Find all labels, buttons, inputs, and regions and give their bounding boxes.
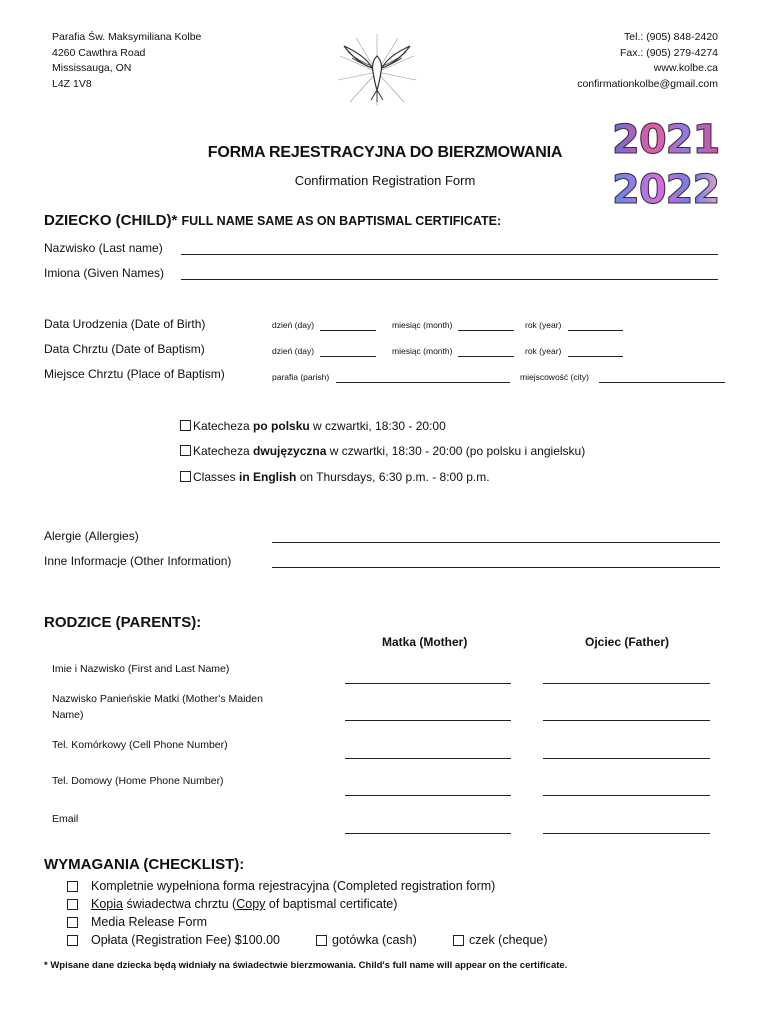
father-maiden-name-field[interactable] bbox=[543, 720, 710, 721]
dob-year-label: rok (year) bbox=[525, 320, 562, 330]
father-home-phone-field[interactable] bbox=[543, 795, 710, 796]
payment-cash-checkbox[interactable] bbox=[316, 935, 327, 946]
dob-year-field[interactable] bbox=[568, 330, 623, 331]
baptism-year-label: rok (year) bbox=[525, 346, 562, 356]
checkbox[interactable] bbox=[180, 471, 191, 482]
mother-name-field[interactable] bbox=[345, 683, 511, 684]
checklist-checkbox-fee[interactable] bbox=[67, 935, 78, 946]
class-option-bilingual[interactable]: Katecheza dwujęzyczna w czwartki, 18:30 - 20:00 (po polsku i angielsku) bbox=[180, 444, 585, 458]
father-cell-field[interactable] bbox=[543, 758, 710, 759]
given-names-field[interactable] bbox=[181, 279, 718, 280]
address-line: 4260 Cawthra Road bbox=[52, 46, 146, 59]
father-column-header: Ojciec (Father) bbox=[585, 635, 670, 649]
checkbox[interactable] bbox=[180, 420, 191, 431]
parish-field[interactable] bbox=[336, 382, 510, 383]
allergies-field[interactable] bbox=[272, 542, 720, 543]
other-info-field[interactable] bbox=[272, 567, 720, 568]
class-option-polish[interactable]: Katecheza po polsku w czwartki, 18:30 - 20:00 bbox=[180, 419, 446, 433]
city-field[interactable] bbox=[599, 382, 725, 383]
child-heading: DZIECKO (CHILD)* bbox=[44, 212, 178, 229]
parish-contact bbox=[577, 30, 718, 92]
other-info-label: Inne Informacje (Other Information) bbox=[44, 554, 232, 568]
mother-cell-field[interactable] bbox=[345, 758, 511, 759]
parish-label: parafia (parish) bbox=[272, 372, 330, 382]
website-link[interactable]: www.kolbe.ca bbox=[653, 62, 718, 74]
maiden-name-label: Nazwisko Panieńskie Matki (Mother's Maiden Name) bbox=[52, 693, 263, 721]
checklist-item-certificate: Kopia świadectwa chrztu (Copy of baptismal certificate) bbox=[91, 897, 398, 911]
baptism-month-field[interactable] bbox=[458, 356, 514, 357]
year-label-2022: 2022 bbox=[612, 167, 720, 213]
dob-month-label: miesiąc (month) bbox=[392, 320, 453, 330]
mother-column-header: Matka (Mother) bbox=[382, 635, 468, 649]
father-name-field[interactable] bbox=[543, 683, 710, 684]
allergies-label: Alergie (Allergies) bbox=[44, 529, 139, 543]
home-phone-label: Tel. Domowy (Home Phone Number) bbox=[52, 775, 224, 787]
baptism-year-field[interactable] bbox=[568, 356, 623, 357]
payment-cheque-label: czek (cheque) bbox=[469, 933, 548, 947]
checklist-heading: WYMAGANIA (CHECKLIST): bbox=[44, 856, 245, 873]
form-title: FORMA REJESTRACYJNA DO BIERZMOWANIA bbox=[207, 144, 563, 161]
parish-address bbox=[52, 30, 201, 92]
holy-spirit-dove-icon bbox=[336, 32, 418, 108]
address-line: Parafia Św. Maksymiliana Kolbe bbox=[52, 31, 202, 43]
baptism-day-label: dzień (day) bbox=[272, 346, 315, 356]
baptism-day-field[interactable] bbox=[320, 356, 376, 357]
checklist-item-media: Media Release Form bbox=[91, 915, 208, 929]
baptism-month-label: miesiąc (month) bbox=[392, 346, 453, 356]
mother-email-field[interactable] bbox=[345, 833, 511, 834]
dob-day-field[interactable] bbox=[320, 330, 376, 331]
dob-label: Data Urodzenia (Date of Birth) bbox=[44, 317, 206, 331]
payment-cash-label: gotówka (cash) bbox=[332, 933, 417, 947]
cell-phone-label: Tel. Komórkowy (Cell Phone Number) bbox=[52, 739, 228, 751]
class-option-english[interactable]: Classes in English on Thursdays, 6:30 p.m. - 8:00 p.m. bbox=[180, 470, 490, 484]
checklist-checkbox-certificate[interactable] bbox=[67, 899, 78, 910]
baptism-place-label: Miejsce Chrztu (Place of Baptism) bbox=[44, 367, 225, 381]
full-name-label: Imie i Nazwisko (First and Last Name) bbox=[52, 663, 230, 675]
payment-cheque-checkbox[interactable] bbox=[453, 935, 464, 946]
email-link[interactable]: confirmationkolbe@gmail.com bbox=[577, 77, 718, 90]
checklist-item-fee: Opłata (Registration Fee) $100.00 bbox=[91, 933, 280, 947]
phone-number: Tel.: (905) 848-2420 bbox=[624, 31, 718, 43]
email-label: Email bbox=[52, 813, 79, 825]
parents-section-heading: RODZICE (PARENTS): bbox=[44, 614, 202, 631]
dob-month-field[interactable] bbox=[458, 330, 514, 331]
dob-day-label: dzień (day) bbox=[272, 320, 315, 330]
child-heading-note: FULL NAME SAME AS ON BAPTISMAL CERTIFICATE: bbox=[181, 214, 502, 228]
checkbox[interactable] bbox=[180, 445, 191, 456]
last-name-field[interactable] bbox=[181, 254, 718, 255]
form-subtitle: Confirmation Registration Form bbox=[294, 173, 476, 188]
checklist-checkbox-form[interactable] bbox=[67, 881, 78, 892]
year-label-2021: 2021 bbox=[612, 117, 720, 163]
last-name-label: Nazwisko (Last name) bbox=[44, 241, 163, 255]
father-email-field[interactable] bbox=[543, 833, 710, 834]
mother-maiden-name-field[interactable] bbox=[345, 720, 511, 721]
checklist-checkbox-media[interactable] bbox=[67, 917, 78, 928]
given-names-label: Imiona (Given Names) bbox=[44, 266, 165, 280]
fax-number: Fax.: (905) 279-4274 bbox=[619, 46, 718, 59]
footnote: * Wpisane dane dziecka będą widniały na świadectwie bierzmowania. Child's full name will appear on the certificate. bbox=[44, 960, 568, 971]
address-line: Mississauga, ON bbox=[52, 62, 132, 74]
address-line: L4Z 1V8 bbox=[52, 77, 92, 90]
mother-home-phone-field[interactable] bbox=[345, 795, 511, 796]
city-label: miejscowość (city) bbox=[520, 372, 589, 382]
child-section-heading bbox=[44, 212, 501, 229]
checklist-item-form: Kompletnie wypełniona forma rejestracyjna (Completed registration form) bbox=[91, 879, 496, 893]
baptism-date-label: Data Chrztu (Date of Baptism) bbox=[44, 342, 205, 356]
